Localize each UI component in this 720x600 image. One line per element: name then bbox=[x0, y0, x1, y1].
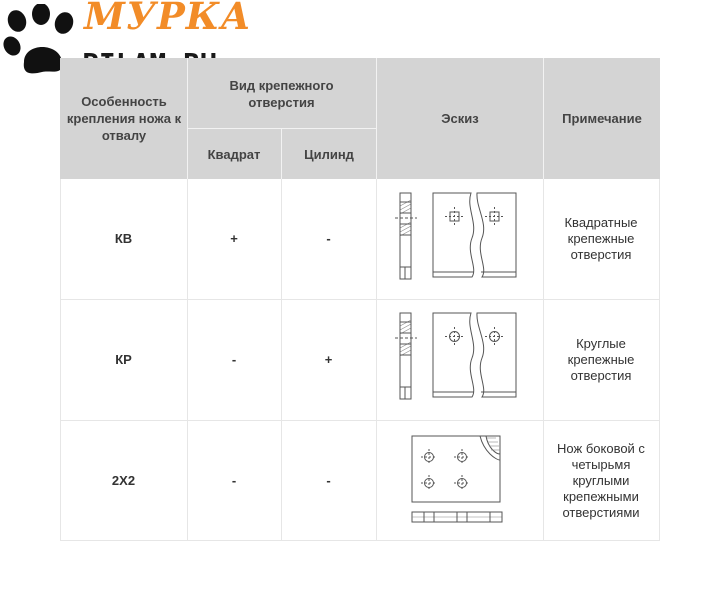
table-row-3-type: 2Х2 bbox=[111, 472, 136, 488]
table-row-3-square: - bbox=[231, 472, 237, 488]
header-cylinder: Цилинд bbox=[304, 147, 354, 162]
blade-round-holes-sketch-icon bbox=[386, 308, 536, 408]
table-row-2-type: КР bbox=[115, 352, 132, 367]
table-row-1-cylinder: - bbox=[326, 231, 331, 246]
header-note: Примечание bbox=[562, 111, 642, 126]
blade-mounting-table bbox=[60, 58, 660, 541]
table-row-1-note: Квадратные крепежные отверстия bbox=[564, 215, 638, 262]
header-hole-type: Вид крепежного отверстия bbox=[229, 78, 334, 110]
table-row-1-square: + bbox=[230, 231, 238, 246]
table-row-2-square: - bbox=[231, 352, 237, 367]
table-row-2-cylinder: + bbox=[324, 352, 333, 367]
table-row-3-note: Нож боковой с четырьмя круглыми крепежными отверстиями bbox=[557, 440, 645, 520]
header-sketch: Эскиз bbox=[441, 111, 479, 126]
table-row-2-note: Круглые крепежные отверстия bbox=[567, 336, 635, 383]
logo-brand-name: МУРКА bbox=[84, 0, 252, 38]
side-blade-four-holes-sketch-icon bbox=[400, 430, 520, 530]
table-row-3-cylinder: - bbox=[326, 472, 331, 488]
table-row-1-type: КВ bbox=[114, 231, 133, 246]
header-feature: Особенность крепления ножа к отвалу bbox=[66, 94, 182, 143]
blade-square-holes-sketch-icon bbox=[386, 188, 536, 288]
header-square: Квадрат bbox=[207, 147, 261, 162]
